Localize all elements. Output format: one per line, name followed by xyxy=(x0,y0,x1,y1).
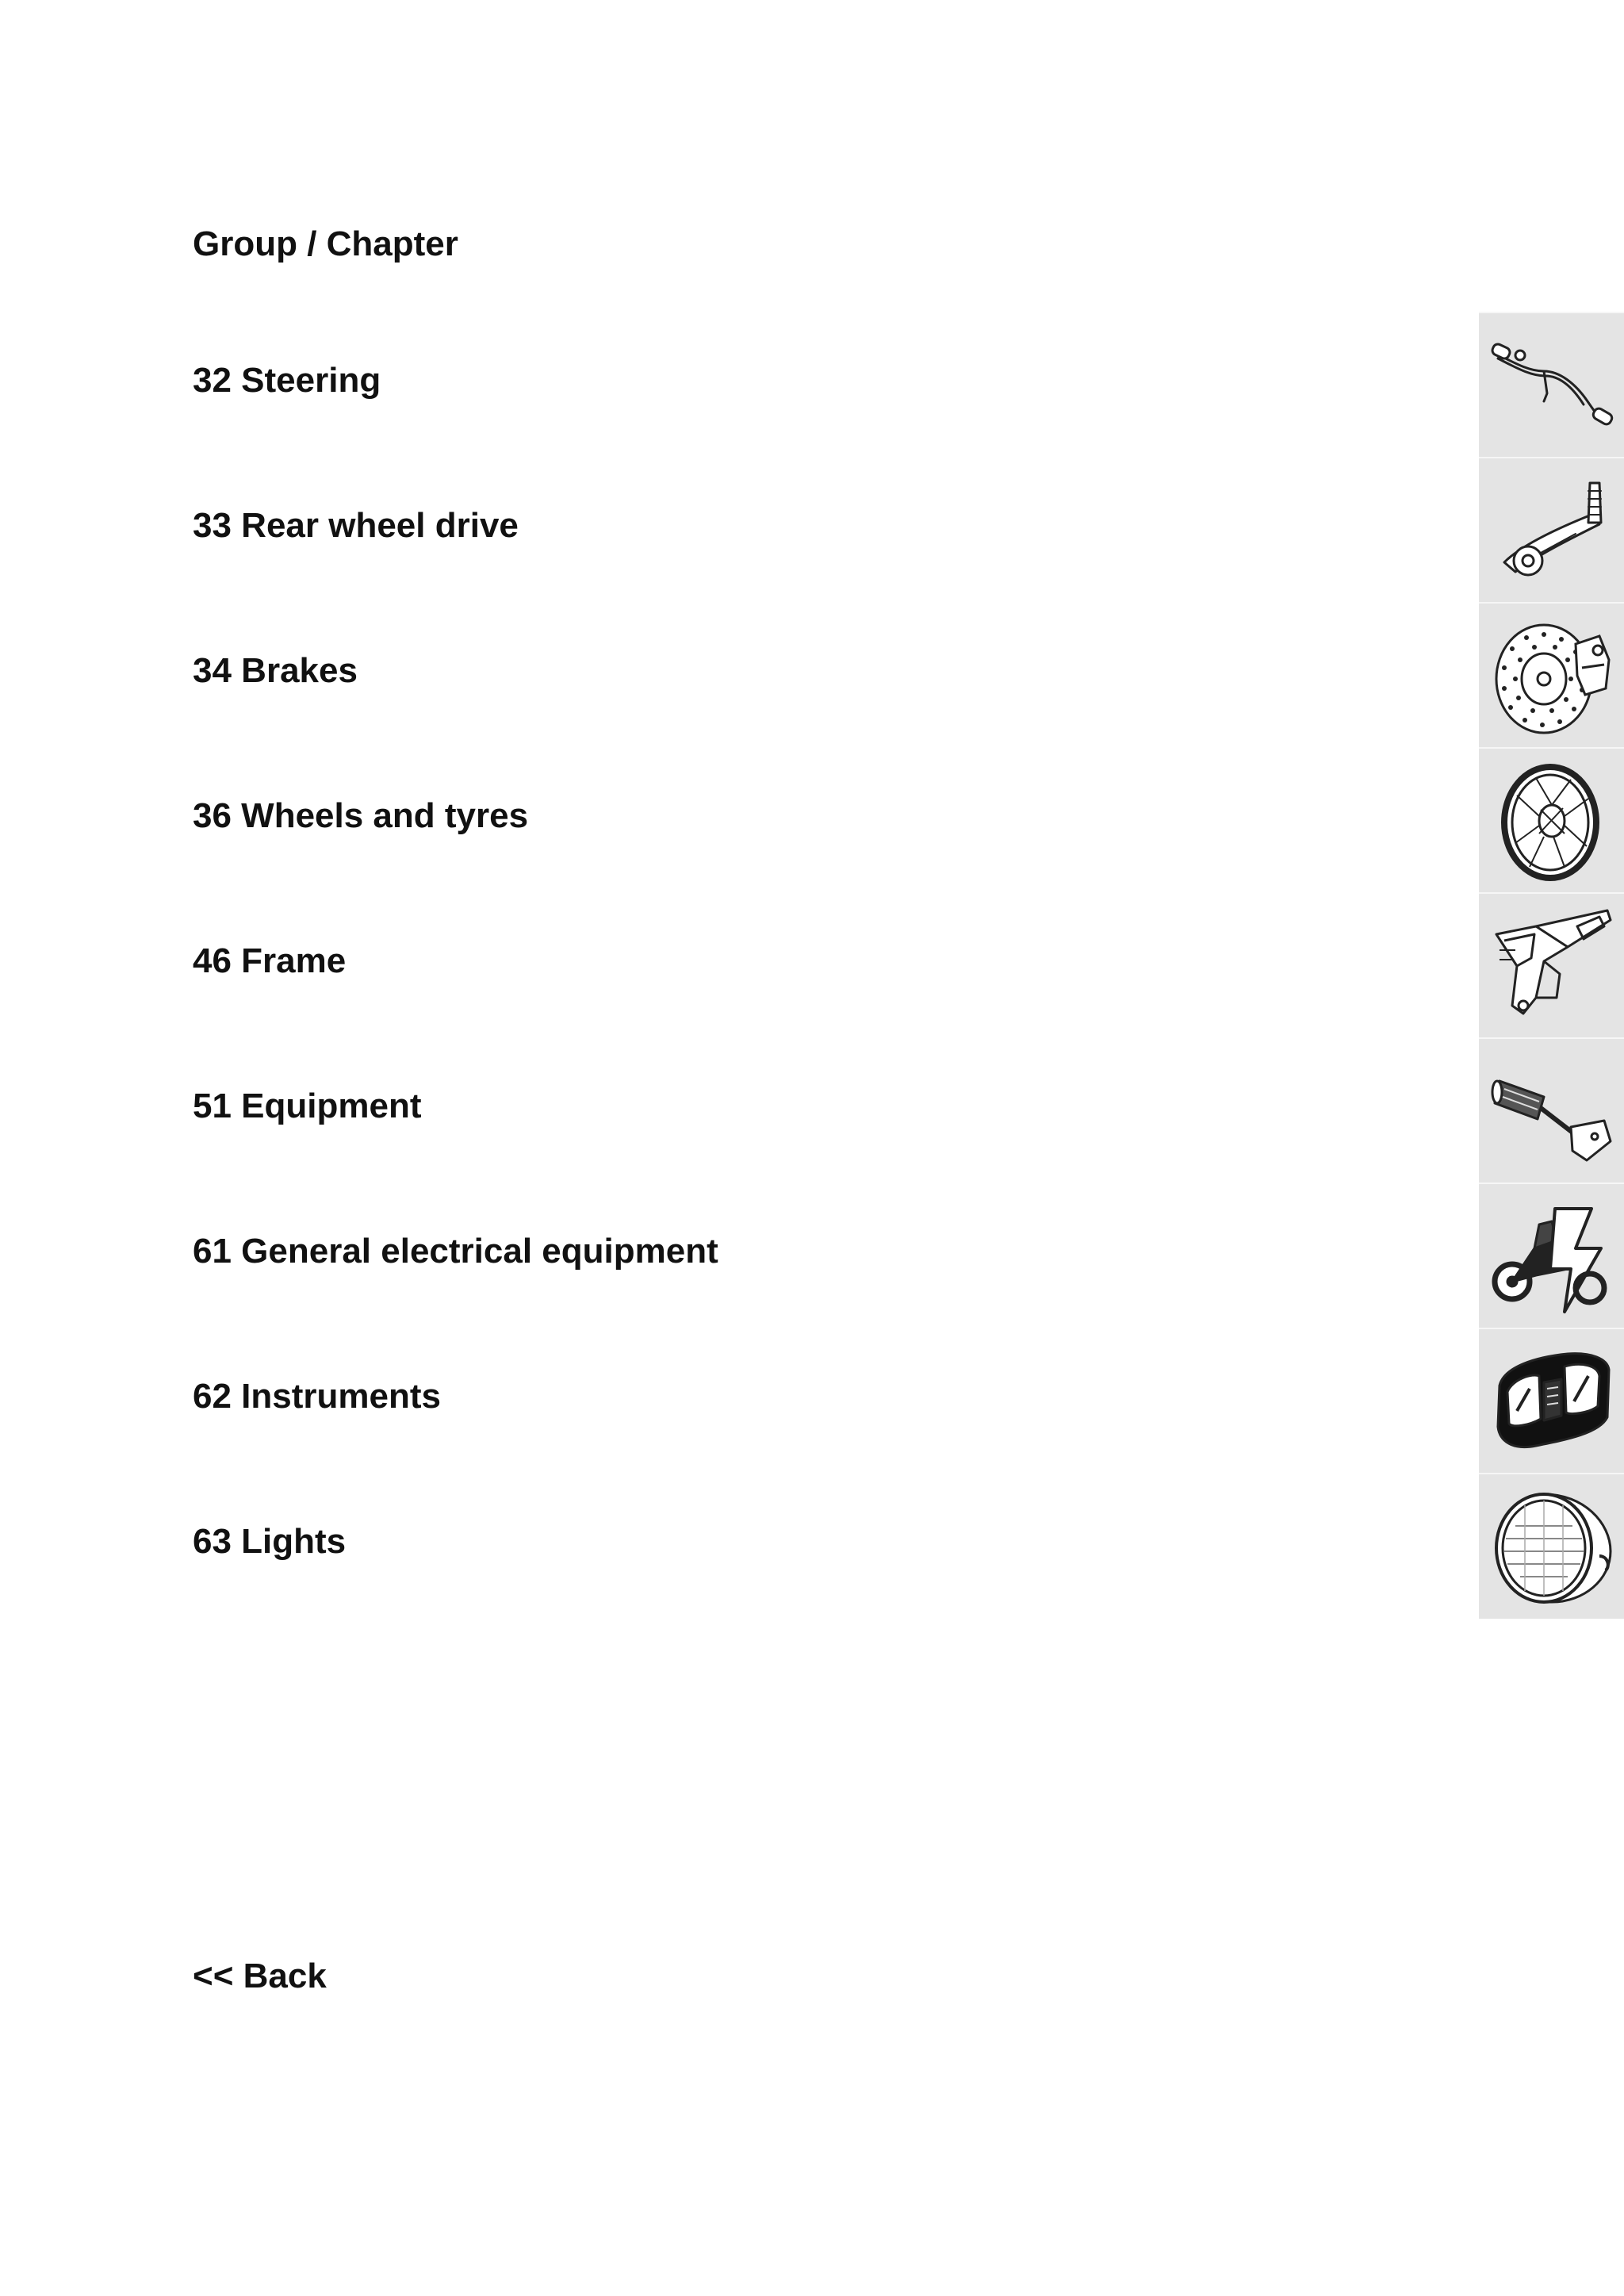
chapter-link-46-frame[interactable]: 46 Frame xyxy=(193,941,347,980)
chapter-tile-62-instruments[interactable] xyxy=(1479,1328,1624,1472)
wheel-icon xyxy=(1488,757,1616,884)
chapter-link-34-brakes[interactable]: 34 Brakes xyxy=(193,651,358,690)
back-link[interactable]: << Back xyxy=(193,1957,327,1995)
chapter-tile-34-brakes[interactable] xyxy=(1479,602,1624,746)
chapter-tile-51-equipment[interactable] xyxy=(1479,1037,1624,1182)
instrument-cluster-icon xyxy=(1488,1338,1616,1465)
chapter-tile-32-steering[interactable] xyxy=(1479,312,1624,456)
frame-icon xyxy=(1488,903,1616,1029)
chapter-link-33-rear-wheel-drive[interactable]: 33 Rear wheel drive xyxy=(193,506,519,545)
chapter-link-36-wheels-and-tyres[interactable]: 36 Wheels and tyres xyxy=(193,796,529,835)
chapter-tile-46-frame[interactable] xyxy=(1479,892,1624,1037)
headlight-icon xyxy=(1488,1483,1616,1610)
lock-key-icon xyxy=(1488,1048,1616,1175)
chapter-tile-61-general-electrical-equipment[interactable] xyxy=(1479,1182,1624,1327)
chapter-link-61-general-electrical-equipment[interactable]: 61 General electrical equipment xyxy=(193,1232,718,1271)
chapter-tile-36-wheels-and-tyres[interactable] xyxy=(1479,747,1624,891)
page-title: Group / Chapter xyxy=(193,224,458,263)
chapter-link-51-equipment[interactable]: 51 Equipment xyxy=(193,1087,422,1125)
brake-disc-icon xyxy=(1488,612,1616,739)
chapter-icon-strip xyxy=(1479,312,1624,1619)
chapter-tile-33-rear-wheel-drive[interactable] xyxy=(1479,457,1624,601)
chapter-link-62-instruments[interactable]: 62 Instruments xyxy=(193,1377,441,1416)
chapter-link-63-lights[interactable]: 63 Lights xyxy=(193,1522,347,1561)
chapter-link-32-steering[interactable]: 32 Steering xyxy=(193,361,381,400)
handlebar-icon xyxy=(1488,322,1616,449)
chapter-tile-63-lights[interactable] xyxy=(1479,1473,1624,1617)
motorcycle-lightning-icon xyxy=(1488,1193,1616,1320)
swingarm-icon xyxy=(1488,467,1616,594)
